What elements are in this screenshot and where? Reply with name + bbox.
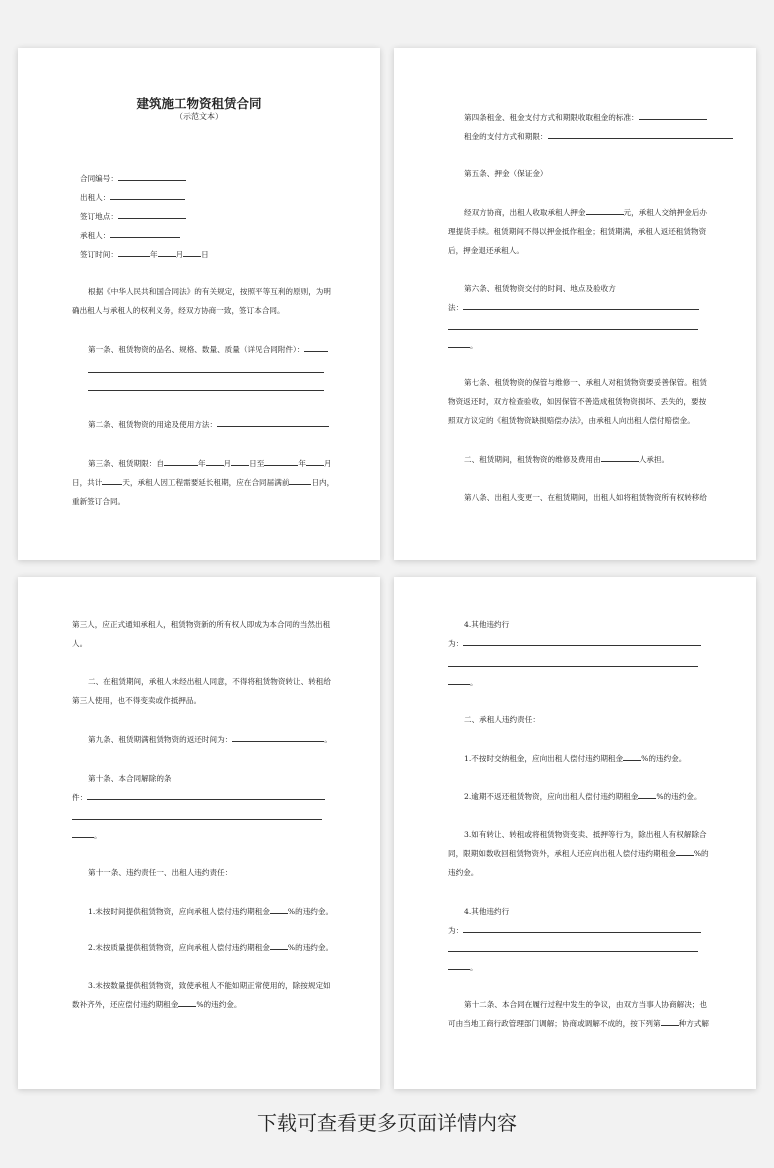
paragraph-line: 二、在租赁期间，承租人未经出租人同意，不得将租赁物资转让、转租给: [88, 677, 331, 686]
penalty-item-3-line-1: 3.未按数量提供租赁物资，致使承租人不能如期正常使用的，除按规定如: [88, 981, 331, 990]
article-7-line-4: 二、租赁期间，租赁物资的维修及费用由 人承担。: [464, 452, 669, 468]
document-page-4: [394, 577, 756, 1089]
other-breach-line-2: 为：: [448, 636, 701, 652]
article-7-line-1: 第七条、租赁物资的保管与维修一、承租人对租赁物资要妥善保管。租赁: [464, 378, 707, 387]
other-breach-2-line-4: 。: [448, 960, 478, 976]
blank-rule: [448, 951, 698, 952]
blank-rule: [72, 819, 322, 820]
blank-rule: [88, 390, 324, 391]
contract-title: 建筑施工物资租赁合同: [136, 96, 262, 111]
article-12-line-1: 第十二条、本合同在履行过程中发生的争议，由双方当事人协商解决；也: [464, 1000, 707, 1009]
article-12-line-2: 可由当地工商行政管理部门调解；协商或调解不成的，按下列第 种方式解: [448, 1016, 709, 1032]
article-5-line-3: 后，押金退还承租人。: [448, 246, 524, 255]
blank-rule: [448, 666, 698, 667]
penalty-item-2: 2.未按质量提供租赁物资，应向承租人偿付违约期租金 %的违约金。: [88, 940, 333, 956]
lessee-penalty-1: 1.不按时交纳租金，应向出租人偿付违约期租金 %的违约金。: [464, 751, 686, 767]
other-breach-line-1: 4.其他违约行: [464, 620, 510, 629]
lessee-penalty-3-line-3: 违约金。: [448, 868, 479, 877]
article-11: 第十一条、违约责任一、出租人违约责任：: [88, 868, 233, 877]
blank-rule: [448, 329, 698, 330]
article-3-line-1: 第三条、租赁期限：自 年 月 日至 年 月: [88, 456, 332, 472]
penalty-item-3-line-2: 数补齐外，还应偿付违约期租金 %的违约金。: [72, 997, 242, 1013]
article-4-line-2: 租金的支付方式和期限：: [464, 129, 733, 145]
article-2: 第二条、租赁物资的用途及使用方法：: [88, 417, 329, 433]
signing-time-line: 签订时间： 年 月 日: [80, 247, 209, 263]
other-breach-2-line-2: 为：: [448, 923, 701, 939]
article-10-line-1: 第十条、本合同解除的条: [88, 774, 172, 783]
paragraph-line: 人。: [72, 639, 88, 648]
lessee-penalty-3-line-1: 3.如有转让、转租或将租赁物资变卖、抵押等行为，除出租人有权解除合: [464, 830, 707, 839]
article-3-line-3: 重新签订合同。: [72, 497, 126, 506]
document-page-2: [394, 48, 756, 560]
article-5-line-2: 理提货手续。租赁期间不得以押金抵作租金；租赁期满，承租人返还租赁物资: [448, 227, 707, 236]
lessee-line: 承租人：: [80, 228, 180, 244]
document-page-1: [18, 48, 380, 560]
intro-line-2: 确出租人与承租人的权利义务，经双方协商一致，签订本合同。: [72, 306, 285, 315]
article-10-line-4: 。: [72, 828, 102, 844]
penalty-item-1: 1.未按时间提供租赁物资，应向承租人偿付违约期租金 %的违约金。: [88, 904, 333, 920]
article-10-line-2: 件：: [72, 790, 325, 806]
article-9: 第九条、租赁期满租赁物资的返还时间为： 。: [88, 732, 332, 748]
article-4-line-1: 第四条租金、租金支付方式和期限收取租金的标准：: [464, 110, 707, 126]
article-6-line-4: 。: [448, 338, 478, 354]
other-breach-2-line-1: 4.其他违约行: [464, 907, 510, 916]
contract-number-line: 合同编号：: [80, 171, 186, 187]
article-5-line-1: 经双方协商，出租人收取承租人押金 元，承租人交纳押金后办: [464, 205, 707, 221]
article-1: 第一条、租赁物资的品名、规格、数量、质量（详见合同附件）：: [88, 342, 328, 358]
paragraph-line: 第三人，应正式通知承租人，租赁物资新的所有权人即成为本合同的当然出租: [72, 620, 331, 629]
article-6-line-2: 法：: [448, 300, 699, 316]
lessee-liability-heading: 二、承租人违约责任：: [464, 715, 540, 724]
article-6-line-1: 第六条、租赁物资交付的时间、地点及验收方: [464, 284, 616, 293]
contract-subtitle: （示范文本）: [175, 112, 223, 121]
article-7-line-3: 照双方议定的《租赁物资缺损赔偿办法》，由承租人向出租人偿付赔偿金。: [448, 416, 695, 425]
article-3-line-2: 日，共计 天，承租人因工程需要延长租期，应在合同届满前 日内，: [72, 475, 334, 491]
paragraph-line: 第三人使用，也不得变卖或作抵押品。: [72, 696, 202, 705]
blank-rule: [88, 372, 324, 373]
lessee-penalty-3-line-2: 同，限期如数收回租赁物资外，承租人还应向出租人偿付违约期租金 %的: [448, 846, 709, 862]
signing-place-line: 签订地点：: [80, 209, 186, 225]
lessee-penalty-2: 2.逾期不返还租赁物资，应向出租人偿付违约期租金 %的违约金。: [464, 789, 702, 805]
other-breach-line-4: 。: [448, 675, 478, 691]
article-7-line-2: 物资返还时，双方检查验收，如因保管不善造成租赁物资损坏、丢失的，要按: [448, 397, 707, 406]
article-5-heading: 第五条、押金（保证金）: [464, 169, 548, 178]
intro-line-1: 根据《中华人民共和国合同法》的有关规定，按照平等互利的原则，为明: [88, 287, 331, 296]
lessor-line: 出租人：: [80, 190, 185, 206]
download-prompt: 下载可查看更多页面详情内容: [257, 1111, 517, 1135]
article-8-line-1: 第八条、出租人变更一、在租赁期间，出租人如将租赁物资所有权转移给: [464, 493, 707, 502]
document-page-3: [18, 577, 380, 1089]
